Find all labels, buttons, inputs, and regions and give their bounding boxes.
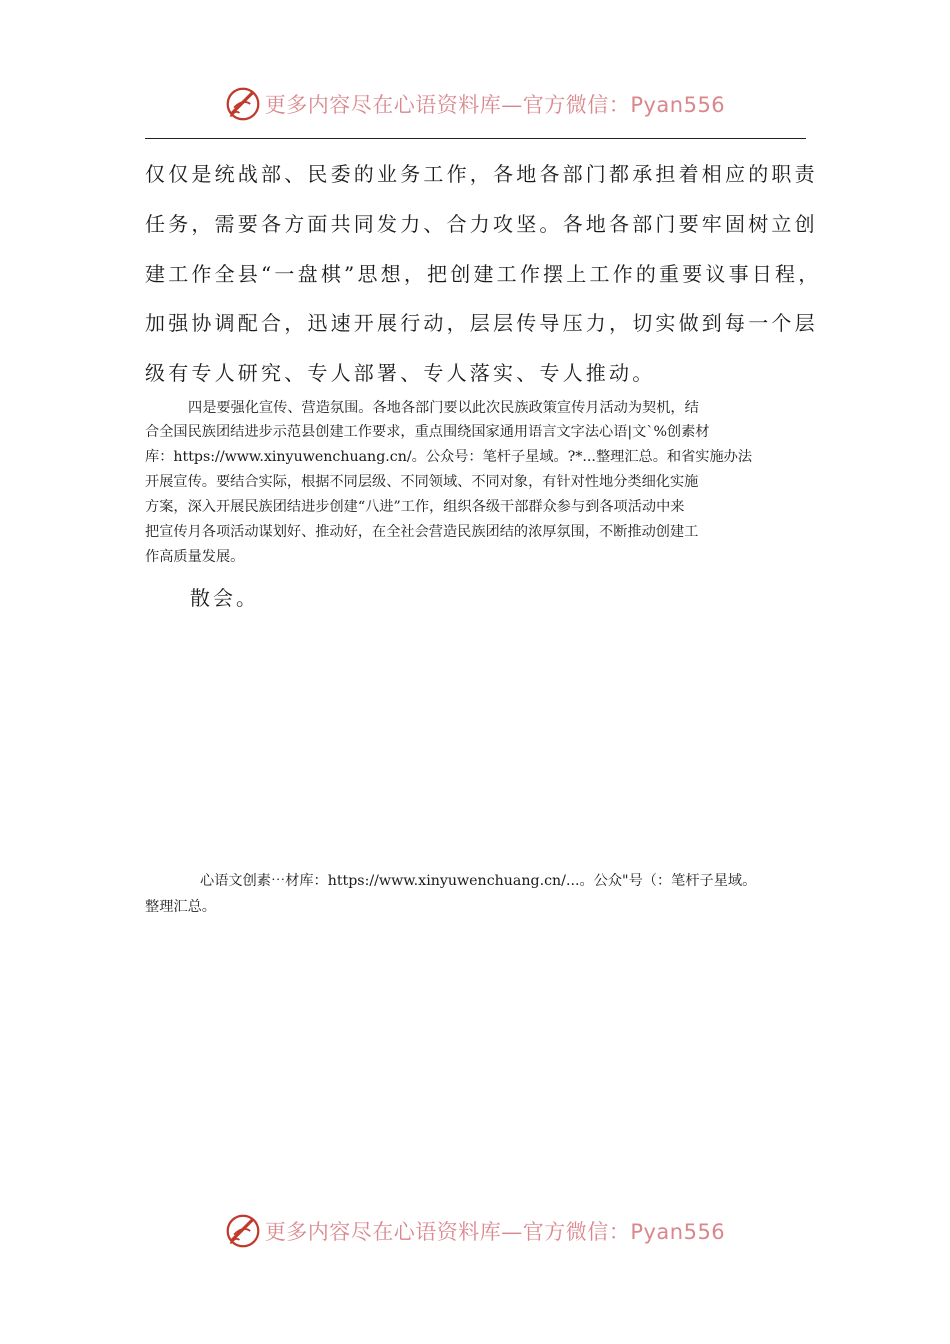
- pen-logo-icon: [225, 1213, 261, 1249]
- closing-text: 散会。: [190, 586, 259, 610]
- header-watermark: [0, 84, 950, 124]
- small-line-5: 方案，深入开展民族团结进步创建“八进”工作，组织各级干部群众参与到各项活动中来: [145, 499, 685, 515]
- small-line-7: 作高质量发展。: [145, 549, 245, 565]
- banner-text: 更多内容尽在心语资料库—官方微信：Pyan556: [264, 93, 726, 117]
- footnote-line-2: 整理汇总。: [145, 899, 216, 915]
- small-line-3: 库：https://www.xinyuwenchuang.cn/。公众号：笔杆子星域。?*...整理汇总。和省实施办法: [145, 449, 753, 465]
- small-line-4: 开展宣传。要结合实际，根据不同层级、不同领域、不同对象，有针对性地分类细化实施: [145, 474, 699, 490]
- header-rule: [145, 138, 806, 139]
- footnote: [145, 868, 807, 920]
- small-line-2: 合全国民族团结进步示范县创建工作要求，重点围绕国家通用语言文字法心语|文`%创素材: [145, 424, 710, 440]
- small-line-6: 把宣传月各项活动谋划好、推动好，在全社会营造民族团结的浓厚氛围，不断推动创建工: [145, 524, 699, 540]
- footnote-line-1: 心语文创素⋯材库：https://www.xinyuwenchuang.cn/...。公众"号（：笔杆子星域。: [200, 873, 757, 889]
- body-line-5: 级有专人研究、专人部署、专人落实、专人推动。: [145, 361, 656, 385]
- body-line-1: 仅仅是统战部、民委的业务工作，各地各部门都承担着相应的职责: [145, 162, 818, 186]
- footer-watermark: [0, 1211, 950, 1251]
- pen-logo-icon: [225, 86, 261, 122]
- body-line-3: 建工作全县“一盘棋”思想，把创建工作摆上工作的重要议事日程，: [145, 262, 822, 286]
- banner-text: 更多内容尽在心语资料库—官方微信：Pyan556: [264, 1220, 726, 1244]
- body-line-2: 任务，需要各方面共同发力、合力攻坚。各地各部门要牢固树立创: [145, 212, 818, 236]
- small-line-1: 四是要强化宣传、营造氛围。各地各部门要以此次民族政策宣传月活动为契机，结: [188, 400, 699, 416]
- body-line-4: 加强协调配合，迅速开展行动，层层传导压力，切实做到每一个层: [145, 311, 818, 335]
